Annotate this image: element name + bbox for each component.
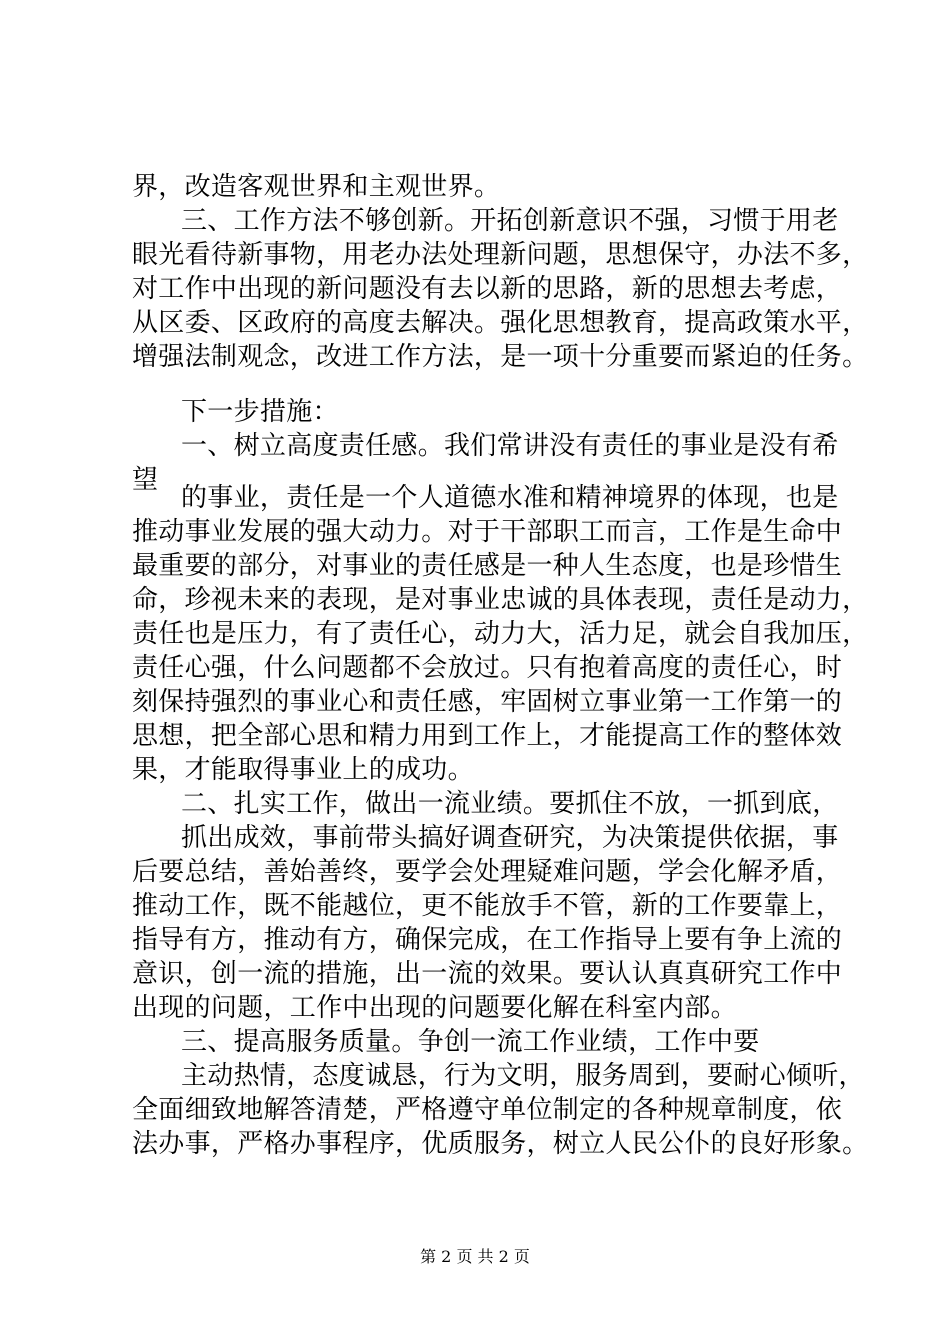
body-line: 望 [132, 465, 159, 495]
section-heading: 下一步措施： [181, 397, 339, 427]
body-line: 全面细致地解答清楚，严格遵守单位制定的各种规章制度，依 [132, 1095, 843, 1125]
page-footer: 第 2 页 共 2 页 [420, 1247, 530, 1266]
body-line: 出现的问题，工作中出现的问题要化解在科室内部。 [132, 993, 737, 1023]
body-line: 思想，把全部心思和精力用到工作上，才能提高工作的整体效 [132, 721, 843, 751]
body-line: 界，改造客观世界和主观世界。 [132, 172, 501, 202]
body-line: 果，才能取得事业上的成功。 [132, 755, 474, 785]
body-line: 抓出成效，事前带头搞好调查研究，为决策提供依据，事 [181, 823, 839, 853]
body-line: 意识，创一流的措施，出一流的效果。要认认真真研究工作中 [132, 959, 843, 989]
body-line: 从区委、区政府的高度去解决。强化思想教育，提高政策水平， [132, 308, 869, 338]
body-line: 指导有方，推动有方，确保完成，在工作指导上要有争上流的 [132, 925, 843, 955]
body-line: 三、提高服务质量。争创一流工作业绩，工作中要 [181, 1027, 760, 1057]
body-line: 增强法制观念，改进工作方法，是一项十分重要而紧迫的任务。 [132, 342, 869, 372]
body-line: 二、扎实工作，做出一流业绩。要抓住不放，一抓到底， [181, 789, 839, 819]
body-line: 一、树立高度责任感。我们常讲没有责任的事业是没有希 [181, 431, 839, 461]
body-line: 责任心强，什么问题都不会放过。只有抱着高度的责任心，时 [132, 653, 843, 683]
body-line: 后要总结，善始善终，要学会处理疑难问题，学会化解矛盾， [132, 857, 843, 887]
body-line: 法办事，严格办事程序，优质服务，树立人民公仆的良好形象。 [132, 1129, 869, 1159]
body-line: 最重要的部分，对事业的责任感是一种人生态度，也是珍惜生 [132, 551, 843, 581]
body-line: 对工作中出现的新问题没有去以新的思路，新的思想去考虑， [132, 274, 843, 304]
body-line: 推动工作，既不能越位，更不能放手不管，新的工作要靠上， [132, 891, 843, 921]
body-line: 责任也是压力，有了责任心，动力大，活力足，就会自我加压， [132, 619, 869, 649]
body-line: 眼光看待新事物，用老办法处理新问题，思想保守，办法不多， [132, 240, 869, 270]
body-line: 命，珍视未来的表现，是对事业忠诚的具体表现，责任是动力， [132, 585, 869, 615]
body-line: 三、工作方法不够创新。开拓创新意识不强，习惯于用老 [181, 206, 839, 236]
body-line: 的事业，责任是一个人道德水准和精神境界的体现，也是 [181, 483, 839, 513]
body-line: 刻保持强烈的事业心和责任感，牢固树立事业第一工作第一的 [132, 687, 843, 717]
body-line: 推动事业发展的强大动力。对于干部职工而言，工作是生命中 [132, 517, 843, 547]
body-line: 主动热情，态度诚恳，行为文明，服务周到，要耐心倾听， [181, 1061, 865, 1091]
